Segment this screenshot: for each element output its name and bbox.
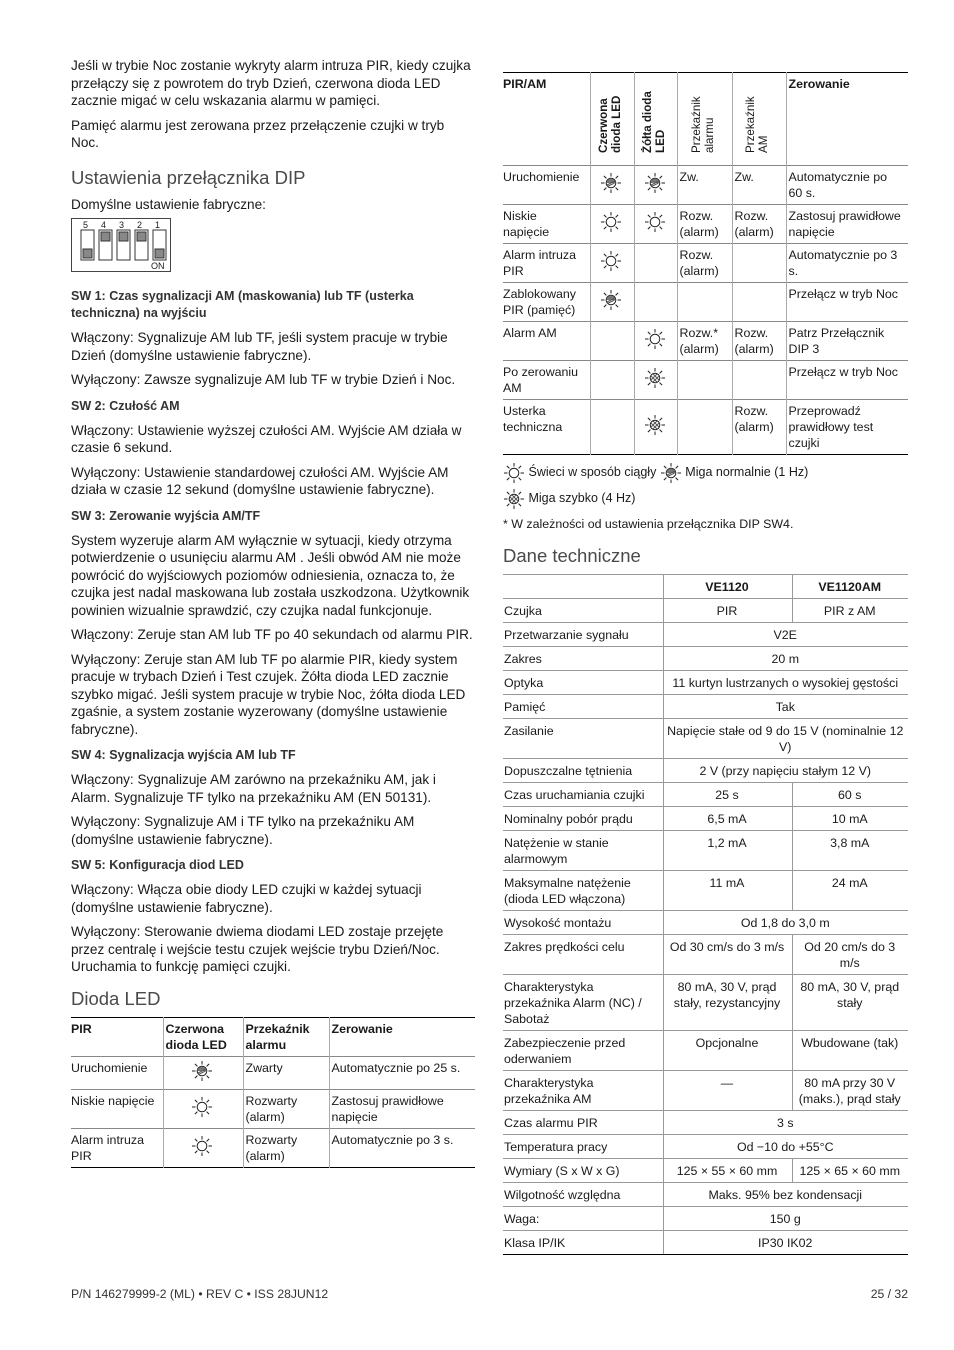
spec-value: Od 30 cm/s do 3 m/s — [663, 935, 792, 975]
row-label: Uruchomienie — [71, 1056, 163, 1089]
led-symbol-cell — [590, 166, 634, 205]
reset-cell: Automatycznie po 25 s. — [329, 1056, 475, 1089]
table-row — [503, 935, 908, 975]
row-label: Niskie napięcie — [71, 1089, 163, 1128]
footer-page-number: 25 / 32 — [870, 1287, 908, 1301]
sw2-paragraph: Wyłączony: Ustawienie standardowej czułości AM. Wyjście AM działa w czasie 12 sekund (domyślne ustawienie fabryczne). — [71, 464, 449, 497]
footer-part-number: P/N 146279999-2 (ML) • REV C • ISS 28JUN12 — [71, 1287, 329, 1301]
table-row — [503, 975, 908, 1031]
led-symbol-cell — [590, 322, 634, 361]
spec-value: Maks. 95% bez kondensacji — [663, 1183, 908, 1207]
spec-value: 2 V (przy napięciu stałym 12 V) — [663, 759, 908, 783]
led-symbol-cell — [634, 400, 677, 455]
spec-label: Nominalny pobór prądu — [503, 807, 663, 831]
led-symbol-cell — [163, 1089, 243, 1128]
spec-value: PIR — [663, 599, 792, 623]
alarm-relay-cell: Rozw. (alarm) — [677, 205, 732, 244]
sw5-paragraph: Włączony: Włącza obie diody LED czujki w każdej sytuacji (domyślne ustawienie fabryczne). — [71, 882, 422, 915]
spec-value: Opcjonalne — [663, 1031, 792, 1071]
spec-value: Wbudowane (tak) — [792, 1031, 908, 1071]
spec-value: 150 g — [663, 1207, 908, 1231]
am-table-header-vertical — [732, 73, 786, 166]
led-blink-fast-icon — [644, 425, 666, 439]
led-steady-icon — [600, 222, 622, 236]
led-symbol-cell — [590, 283, 634, 322]
legend-fast: Miga szybko (4 Hz) — [528, 491, 636, 505]
alarm-relay-cell: Rozw. (alarm) — [677, 244, 732, 283]
alarm-relay-cell: Rozw.* (alarm) — [677, 322, 732, 361]
led-steady-icon — [644, 222, 666, 236]
table-row — [503, 647, 908, 671]
intro-paragraph: Jeśli w trybie Noc zostanie wykryty alarm intruza PIR, kiedy czujka przełączy się z powrotem do tryb Dzień, czerwona dioda LED zacznie migać w celu wskazania alarmu w pamięci. — [71, 58, 471, 108]
spec-label: Waga: — [503, 1207, 663, 1231]
row-label: Zablokowany PIR (pamięć) — [503, 283, 590, 322]
spec-value: 10 mA — [792, 807, 908, 831]
led-table-header: Przekaźnik alarmu — [243, 1017, 329, 1056]
led-table — [71, 1017, 475, 1168]
header-red-led: Czerwona dioda LED — [597, 95, 623, 153]
sw4-paragraph: Włączony: Sygnalizuje AM zarówno na przekaźniku AM, jak i Alarm. Sygnalizuje TF tylko na przekaźniku AM (EN 50131). — [71, 772, 436, 805]
row-label: Usterka techniczna — [503, 400, 590, 455]
table-row — [503, 911, 908, 935]
table-row — [503, 807, 908, 831]
legend-steady: Świeci w sposób ciągły — [528, 465, 657, 479]
spec-label: Czujka — [503, 599, 663, 623]
led-table-header: Zerowanie — [329, 1017, 475, 1056]
sw5-title: SW 5: Konfiguracja diod LED — [71, 858, 244, 872]
spec-label: Zakres prędkości celu — [503, 935, 663, 975]
table-row — [503, 283, 908, 322]
tech-header — [503, 575, 663, 599]
dip-switch-diagram — [71, 218, 171, 272]
table-row — [503, 599, 908, 623]
reset-cell: Zastosuj prawidłowe napięcie — [786, 205, 908, 244]
alarm-relay-cell — [677, 361, 732, 400]
table-row — [503, 166, 908, 205]
table-row — [503, 244, 908, 283]
am-relay-cell — [732, 244, 786, 283]
spec-value: 125 × 55 × 60 mm — [663, 1159, 792, 1183]
table-row — [503, 400, 908, 455]
reset-cell: Przełącz w tryb Noc — [786, 283, 908, 322]
led-blink-normal-icon — [660, 465, 682, 479]
spec-label: Temperatura pracy — [503, 1135, 663, 1159]
spec-label: Zakres — [503, 647, 663, 671]
header-yellow-led: Żółta dioda LED — [640, 91, 667, 153]
spec-label: Przetwarzanie sygnału — [503, 623, 663, 647]
reset-cell: Przeprowadź prawidłowy test czujki — [786, 400, 908, 455]
spec-value: 25 s — [663, 783, 792, 807]
led-symbol-cell — [634, 205, 677, 244]
led-symbol-cell — [634, 283, 677, 322]
led-blink-fast-icon — [503, 491, 525, 505]
spec-label: Wysokość montażu — [503, 911, 663, 935]
left-column — [71, 57, 475, 1168]
spec-value: 1,2 mA — [663, 831, 792, 871]
tech-header: VE1120 — [663, 575, 792, 599]
led-steady-icon — [191, 1146, 213, 1160]
table-row — [503, 205, 908, 244]
spec-label: Zasilanie — [503, 719, 663, 759]
table-row — [503, 1111, 908, 1135]
table-row — [503, 1159, 908, 1183]
reset-cell: Przełącz w tryb Noc — [786, 361, 908, 400]
sw5-paragraph: Wyłączony: Sterowanie dwiema diodami LED zostaje przejęte przez centralę i wejście testu czujek wejście trybu Dzień/Noc. Uruchamia to funkcję pamięci czujki. — [71, 924, 444, 974]
dip-default-text: Domyślne ustawienie fabryczne: — [71, 196, 266, 212]
row-label: Niskie napięcie — [503, 205, 590, 244]
spec-value: 80 mA przy 30 V (maks.), prąd stały — [792, 1071, 908, 1111]
led-symbol-cell — [634, 166, 677, 205]
led-symbol-cell — [163, 1056, 243, 1089]
spec-value: Tak — [663, 695, 908, 719]
am-relay-cell: Rozw. (alarm) — [732, 322, 786, 361]
led-table-header: PIR — [71, 1021, 92, 1036]
am-table-header: Zerowanie — [786, 73, 908, 166]
row-label: Alarm intruza PIR — [503, 244, 590, 283]
spec-value: V2E — [663, 623, 908, 647]
spec-label: Natężenie w stanie alarmowym — [503, 831, 663, 871]
table-row — [503, 1071, 908, 1111]
table-row — [503, 361, 908, 400]
sw3-title: SW 3: Zerowanie wyjścia AM/TF — [71, 508, 261, 523]
led-symbol-cell — [163, 1128, 243, 1167]
led-symbol-cell — [590, 244, 634, 283]
led-symbol-cell — [590, 400, 634, 455]
footnote: * W zależności od ustawienia przełącznika DIP SW4. — [503, 517, 794, 531]
dip-heading: Ustawienia przełącznika DIP — [71, 166, 306, 188]
led-steady-icon — [191, 1107, 213, 1121]
am-table-header-vertical — [634, 73, 677, 166]
spec-value: 24 mA — [792, 871, 908, 911]
table-row — [503, 623, 908, 647]
led-blink-normal-icon — [600, 300, 622, 314]
spec-value: 3,8 mA — [792, 831, 908, 871]
spec-value: 60 s — [792, 783, 908, 807]
spec-value: Napięcie stałe od 9 do 15 V (nominalnie 12 V) — [663, 719, 908, 759]
spec-value: Od 1,8 do 3,0 m — [663, 911, 908, 935]
dip-number: 4 — [101, 220, 107, 230]
spec-label: Dopuszczalne tętnienia — [503, 759, 663, 783]
tech-header: VE1120AM — [792, 575, 908, 599]
spec-label: Pamięć — [503, 695, 663, 719]
table-row — [503, 719, 908, 759]
led-table-header: Czerwona dioda LED — [163, 1017, 243, 1056]
led-symbol-cell — [634, 244, 677, 283]
table-row — [503, 1135, 908, 1159]
spec-value: Od −10 do +55°C — [663, 1135, 908, 1159]
row-label: Uruchomienie — [503, 166, 590, 205]
reset-cell: Automatycznie po 60 s. — [786, 166, 908, 205]
relay-cell: Rozwarty (alarm) — [243, 1128, 329, 1167]
table-row — [71, 1128, 475, 1167]
am-relay-cell: Rozw. (alarm) — [732, 400, 786, 455]
led-blink-normal-icon — [644, 183, 666, 197]
row-label: Alarm intruza PIR — [71, 1128, 163, 1167]
reset-cell: Automatycznie po 3 s. — [329, 1128, 475, 1167]
sw3-paragraph: System wyzeruje alarm AM wyłącznie w sytuacji, kiedy otrzyma potwierdzenie o usunięciu alarmu AM . Jeśli obwód AM nie może powrócić do wyjściowych poziomów odniesienia, oznacza to, że czujka jest nadal maskowana lub została uszkodzona. Użytkownik powinien wizualnie sprawdzić, czy czujka nadal funkcjonuje. — [71, 532, 470, 618]
table-row — [503, 695, 908, 719]
spec-value: 80 mA, 30 V, prąd stały, rezystancyjny — [663, 975, 792, 1031]
tech-table — [503, 574, 908, 1255]
led-blink-fast-icon — [644, 378, 666, 392]
sw3-paragraph: Włączony: Zeruje stan AM lub TF po 40 sekundach od alarmu PIR. — [71, 627, 473, 642]
am-table-header-vertical — [590, 73, 634, 166]
alarm-relay-cell: Zw. — [677, 166, 732, 205]
led-symbol-cell — [590, 361, 634, 400]
relay-cell: Rozwarty (alarm) — [243, 1089, 329, 1128]
spec-value: IP30 IK02 — [663, 1231, 908, 1255]
spec-label: Czas uruchamiania czujki — [503, 783, 663, 807]
led-symbol-cell — [590, 205, 634, 244]
row-label: Alarm AM — [503, 322, 590, 361]
table-row — [503, 1183, 908, 1207]
table-row — [503, 322, 908, 361]
sw1-paragraph: Włączony: Sygnalizuje AM lub TF, jeśli system pracuje w trybie Dzień (domyślne ustawienie fabryczne). — [71, 330, 448, 363]
sw4-paragraph: Wyłączony: Sygnalizuje AM i TF tylko na przekaźniku AM (domyślne ustawienie fabryczne). — [71, 814, 415, 847]
spec-label: Optyka — [503, 671, 663, 695]
reset-cell: Zastosuj prawidłowe napięcie — [329, 1089, 475, 1128]
table-row — [71, 1089, 475, 1128]
spec-value: 125 × 65 × 60 mm — [792, 1159, 908, 1183]
table-row — [503, 1031, 908, 1071]
spec-label: Charakterystyka przekaźnika Alarm (NC) / Sabotaż — [503, 975, 663, 1031]
am-relay-cell: Zw. — [732, 166, 786, 205]
led-symbol-cell — [634, 322, 677, 361]
right-column — [503, 72, 908, 1255]
alarm-relay-cell — [677, 283, 732, 322]
table-row — [503, 1207, 908, 1231]
am-relay-cell — [732, 361, 786, 400]
table-row — [503, 831, 908, 871]
dip-number: 2 — [137, 220, 143, 230]
spec-label: Klasa IP/IK — [503, 1231, 663, 1255]
sw4-title: SW 4: Sygnalizacja wyjścia AM lub TF — [71, 748, 296, 762]
am-table-header-vertical — [677, 73, 732, 166]
dip-on-label: ON — [151, 261, 165, 271]
am-relay-cell: Rozw. (alarm) — [732, 205, 786, 244]
spec-value: 80 mA, 30 V, prąd stały — [792, 975, 908, 1031]
spec-label: Wilgotność względna — [503, 1183, 663, 1207]
relay-cell: Zwarty — [243, 1056, 329, 1089]
row-label: Po zerowaniu AM — [503, 361, 590, 400]
led-blink-normal-icon — [600, 183, 622, 197]
sw3-paragraph: Wyłączony: Zeruje stan AM lub TF po alarmie PIR, kiedy system pracuje w trybach Dzień i Test czujek. Żółta dioda LED zacznie szybko migać. Jeśli system pracuje w trybie Noc, żółta dioda LED zgaśnie, a system zostanie wyzerowany (domyślne ustawienie fabryczne). — [71, 651, 466, 737]
header-am-relay: Przekaźnik AM — [744, 96, 770, 153]
dip-number: 5 — [83, 220, 89, 230]
table-row — [503, 671, 908, 695]
am-table-header: PIR/AM — [503, 77, 547, 91]
led-steady-icon — [644, 339, 666, 353]
legend-normal: Miga normalnie (1 Hz) — [685, 465, 809, 479]
led-legend — [503, 459, 908, 511]
table-row — [503, 783, 908, 807]
sw1-paragraph: Wyłączony: Zawsze sygnalizuje AM lub TF w trybie Dzień i Noc. — [71, 372, 456, 387]
spec-value: 11 mA — [663, 871, 792, 911]
spec-value: 6,5 mA — [663, 807, 792, 831]
led-steady-icon — [600, 261, 622, 275]
table-row — [503, 759, 908, 783]
spec-value: — — [663, 1071, 792, 1111]
led-heading: Dioda LED — [71, 987, 161, 1009]
intro-paragraph: Pamięć alarmu jest zerowana przez przełączenie czujki w tryb Noc. — [71, 117, 445, 150]
sw2-paragraph: Włączony: Ustawienie wyższej czułości AM. Wyjście AM działa w czasie 6 sekund. — [71, 422, 462, 455]
spec-value: PIR z AM — [792, 599, 908, 623]
spec-value: Od 20 cm/s do 3 m/s — [792, 935, 908, 975]
spec-value: 11 kurtyn lustrzanych o wysokiej gęstości — [663, 671, 908, 695]
am-relay-cell — [732, 283, 786, 322]
table-row — [503, 1231, 908, 1255]
alarm-relay-cell — [677, 400, 732, 455]
table-row — [71, 1056, 475, 1089]
spec-label: Maksymalne natężenie (dioda LED włączona) — [503, 871, 663, 911]
header-alarm-relay: Przekaźnik alarmu — [689, 96, 716, 153]
dip-number: 1 — [155, 220, 161, 230]
spec-value: 3 s — [663, 1111, 908, 1135]
am-led-table — [503, 72, 908, 455]
tech-heading: Dane techniczne — [503, 545, 641, 566]
spec-label: Zabezpieczenie przed oderwaniem — [503, 1031, 663, 1071]
sw1-title: SW 1: Czas sygnalizacji AM (maskowania) lub TF (usterka techniczna) na wyjściu — [71, 289, 414, 320]
reset-cell: Patrz Przełącznik DIP 3 — [786, 322, 908, 361]
dip-number: 3 — [119, 220, 125, 230]
sw2-title: SW 2: Czułość AM — [71, 398, 180, 413]
table-row — [503, 871, 908, 911]
led-blink-normal-icon — [191, 1071, 213, 1085]
reset-cell: Automatycznie po 3 s. — [786, 244, 908, 283]
spec-label: Charakterystyka przekaźnika AM — [503, 1071, 663, 1111]
spec-label: Wymiary (S x W x G) — [503, 1159, 663, 1183]
led-steady-icon — [503, 465, 525, 479]
spec-label: Czas alarmu PIR — [503, 1111, 663, 1135]
spec-value: 20 m — [663, 647, 908, 671]
led-symbol-cell — [634, 361, 677, 400]
